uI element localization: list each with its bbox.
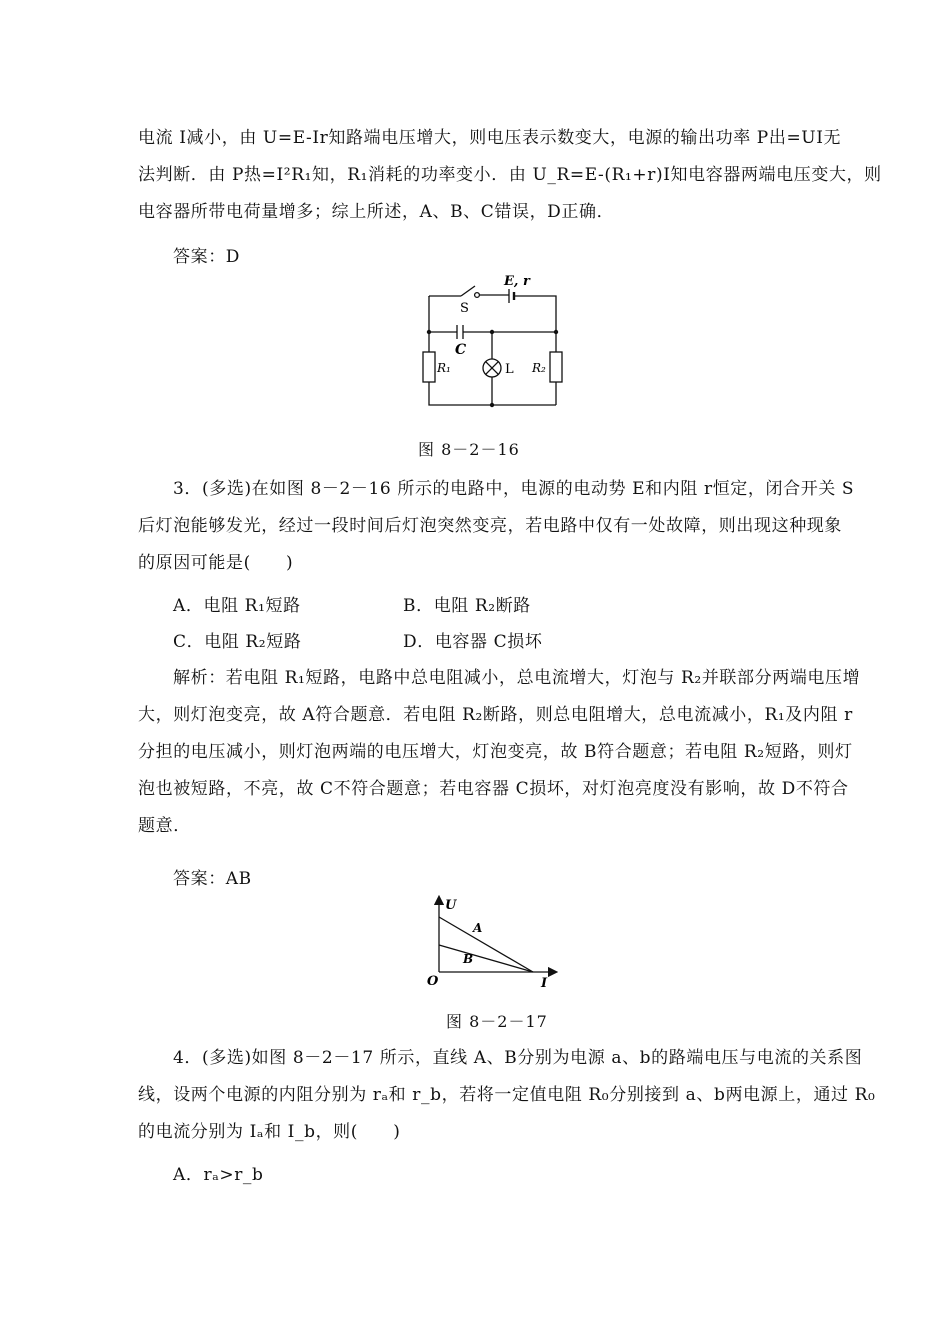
q4-option-a: A．rₐ>r_b (173, 1165, 264, 1185)
q3-analysis-line-2: 大，则灯泡变亮，故 A符合题意．若电阻 R₂断路，则总电阻增大，总电流减小，R₁及内阻 r (138, 705, 853, 725)
prev-solution-line-3: 电容器所带电荷量增多；综上所述，A、B、C错误，D正确． (138, 202, 615, 222)
q4-line-3: 的电流分别为 Iₐ和 I_b，则( ) (138, 1122, 401, 1142)
lamp-label: L (505, 362, 514, 377)
r1-label: R₁ (437, 361, 451, 375)
source-label: E, r (504, 274, 530, 289)
q3-option-d: D．电容器 C损坏 (403, 632, 543, 652)
line-a (439, 917, 533, 972)
q3-analysis-line-3: 分担的电压减小，则灯泡两端的电压增大，灯泡变亮，故 B符合题意；若电阻 R₂短路，则灯 (138, 742, 853, 762)
q4-line-2: 线，设两个电源的内阻分别为 rₐ和 r_b，若将一定值电阻 R₀分别接到 a、b两电源上，通过 R₀ (138, 1085, 876, 1105)
prev-solution-line-2: 法判断．由 P热=I²R₁知，R₁消耗的功率变小．由 U_R=E-(R₁+r)I知电容器两端电压变大，则 (138, 165, 882, 185)
switch-label: S (460, 301, 469, 316)
prev-answer: 答案：D (173, 247, 241, 267)
q3-option-a: A．电阻 R₁短路 (173, 596, 301, 616)
r2-label: R₂ (532, 361, 546, 375)
circuit-diagram (415, 268, 575, 413)
line-b-label: B (463, 952, 474, 966)
line-b (439, 945, 533, 972)
q3-analysis-line-4: 泡也被短路，不亮，故 C不符合题意；若电容器 C损坏，对灯泡亮度没有影响，故 D不符合 (138, 779, 849, 799)
q3-answer: 答案：AB (173, 869, 252, 889)
q3-option-b: B．电阻 R₂断路 (403, 596, 531, 616)
x-axis-label: I (541, 976, 548, 991)
q3-analysis-line-5: 题意． (138, 816, 191, 836)
y-axis-label: U (445, 898, 457, 913)
prev-solution-line-1: 电流 I减小，由 U=E-Ir知路端电压增大，则电压表示数变大，电源的输出功率 P出=UI无 (138, 128, 842, 148)
origin-label: O (427, 974, 439, 989)
figure-17-caption: 图 8－2－17 (446, 1012, 548, 1031)
q4-line-1: 4．(多选)如图 8－2－17 所示，直线 A、B分别为电源 a、b的路端电压与电流的关系图 (173, 1048, 863, 1068)
capacitor-label: C (455, 342, 467, 358)
q3-option-c: C．电阻 R₂短路 (173, 632, 302, 652)
q3-analysis-line-1: 解析：若电阻 R₁短路，电路中总电阻减小，总电流增大，灯泡与 R₂并联部分两端电压增 (173, 668, 861, 688)
q3-line-2: 后灯泡能够发光，经过一段时间后灯泡突然变亮，若电路中仅有一处故障，则出现这种现象 (138, 516, 842, 536)
ui-graph (425, 895, 565, 995)
q3-line-3: 的原因可能是( ) (138, 553, 294, 573)
figure-16-caption: 图 8－2－16 (418, 440, 520, 459)
line-a-label: A (473, 921, 483, 935)
q3-line-1: 3．(多选)在如图 8－2－16 所示的电路中，电源的电动势 E和内阻 r恒定，闭合开关 S (173, 479, 855, 499)
